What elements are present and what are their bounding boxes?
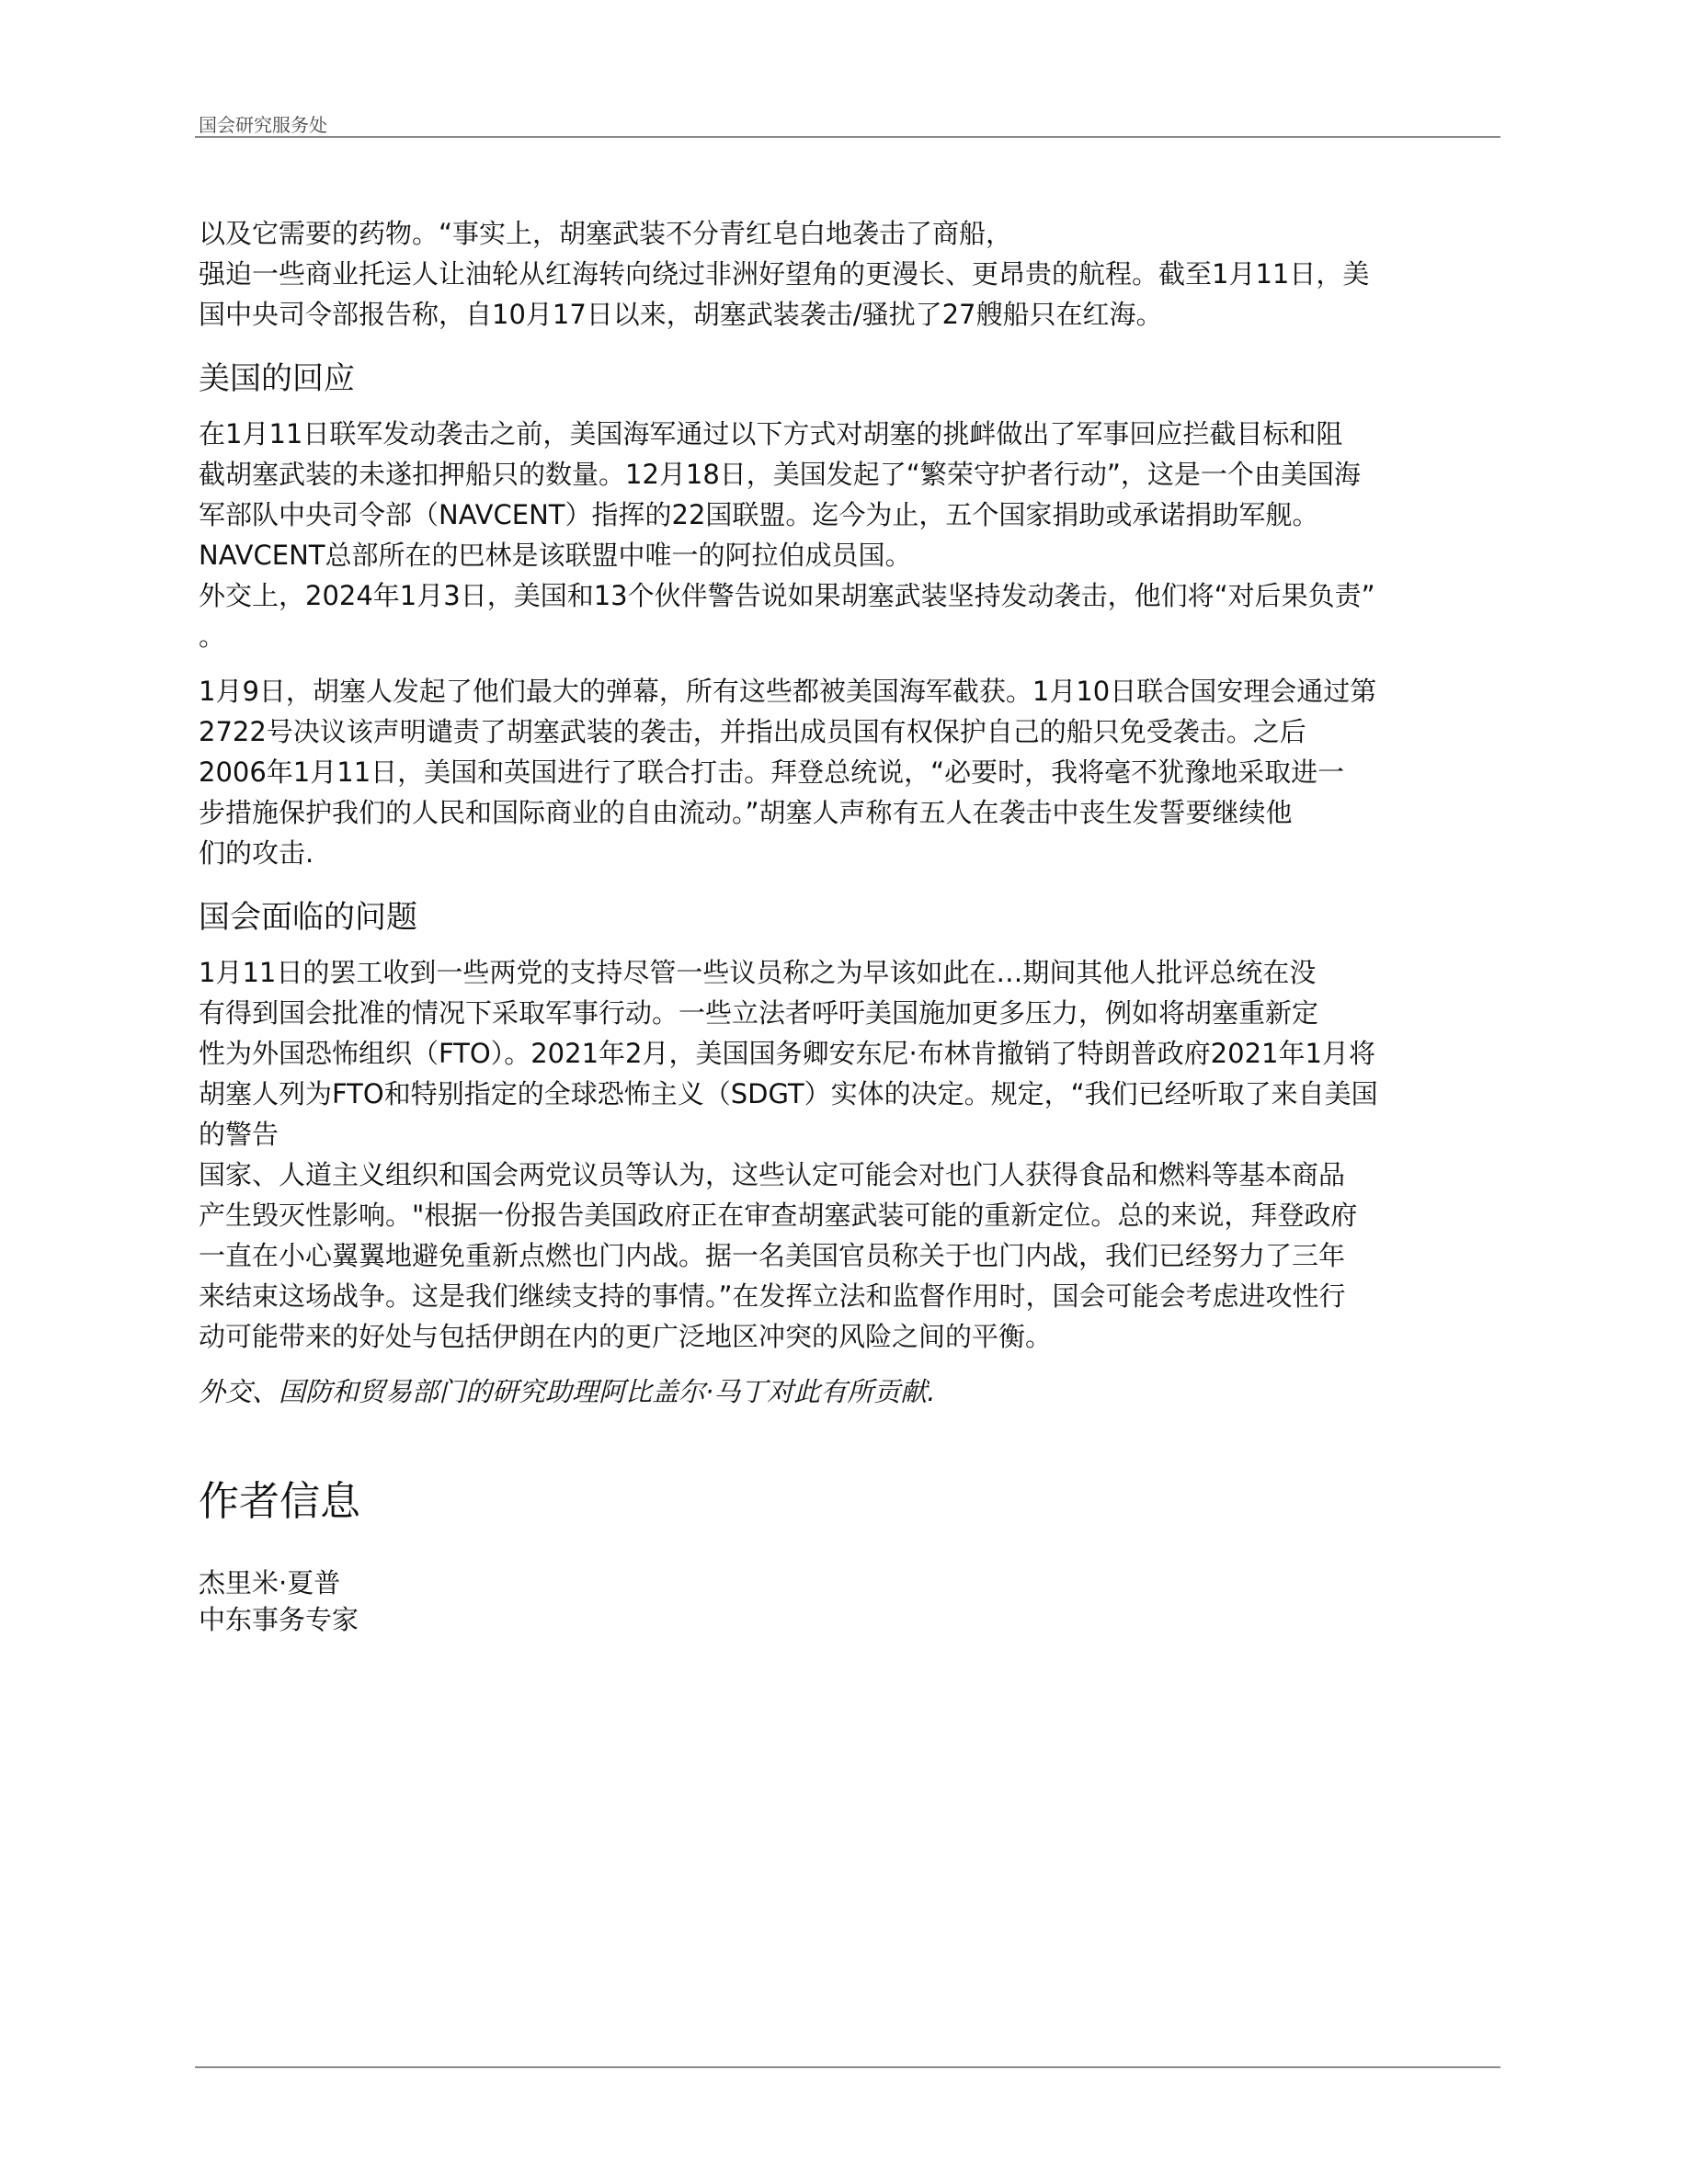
text-line: 动可能带来的好处与包括伊朗在内的更广泛地区冲突的风险之间的平衡。 [199,1321,1053,1352]
header-divider [195,136,1500,138]
us-response-paragraph-2 [199,671,1495,873]
text-line: 1月11日的罢工收到一些两党的支持尽管一些议员称之为早该如此在…期间其他人批评总统在没 [199,957,1317,988]
author-name: 杰里米·夏普 [199,1567,341,1598]
text-line: 强迫一些商业托运人让油轮从红海转向绕过非洲好望角的更漫长、更昂贵的航程。截至1月11日，美 [199,258,1370,290]
text-line: 在1月11日联军发动袭击之前，美国海军通过以下方式对胡塞的挑衅做出了军事回应拦截目标和阻 [199,418,1343,449]
text-line: 来结束这场战争。这是我们继续支持的事情。”在发挥立法和监督作用时，国会可能会考虑进攻性行 [199,1280,1346,1312]
text-line: 有得到国会批准的情况下采取军事行动。一些立法者呼吁美国施加更多压力，例如将胡塞重新定 [199,997,1319,1029]
section-heading-us-response: 美国的回应 [199,360,355,397]
text-line: 截胡塞武装的未遂扣押船只的数量。12月18日，美国发起了“繁荣守护者行动”，这是一个由美国海 [199,459,1361,490]
contribution-credit: 外交、国防和贸易部门的研究助理阿比盖尔·马丁对此有所贡献. [199,1376,936,1407]
text-line: 产生毁灭性影响。"根据一份报告美国政府正在审查胡塞武装可能的重新定位。总的来说，拜登政府 [199,1200,1358,1231]
text-line: 以及它需要的药物。“事实上，胡塞武装不分青红皂白地袭击了商船， [199,218,1013,249]
text-line: 国中央司令部报告称，自10月17日以来，胡塞武装袭击/骚扰了27艘船只在红海。 [199,299,1163,330]
author-role: 中东事务专家 [199,1604,359,1635]
congress-issues-paragraph [199,952,1495,1357]
section-heading-congress-issues: 国会面临的问题 [199,899,417,936]
text-line: 们的攻击. [199,837,314,869]
text-line: 军部队中央司令部（NAVCENT）指挥的22国联盟。迄今为止，五个国家捐助或承诺捐助军舰。 [199,499,1319,530]
author-block [199,1564,1495,1638]
us-response-paragraph-1 [199,414,1495,656]
text-line: 1月9日，胡塞人发起了他们最大的弹幕，所有这些都被美国海军截获。1月10日联合国安理会通过第 [199,676,1377,707]
footer-divider [195,2066,1500,2068]
paragraph-gap [199,656,1495,671]
text-line: 2006年1月11日，美国和英国进行了联合打击。拜登总统说，“必要时，我将毫不犹豫地采取进一 [199,756,1345,788]
page-header: 国会研究服务处 [199,114,327,136]
paragraph-gap [199,1357,1495,1371]
text-line: 。 [199,620,226,652]
text-line: 国家、人道主义组织和国会两党议员等认为，这些认定可能会对也门人获得食品和燃料等基本商品 [199,1159,1346,1190]
text-line: 的警告 [199,1119,279,1150]
text-line: 性为外国恐怖组织（FTO）。2021年2月，美国国务卿安东尼·布林肯撤销了特朗普政府2021年1月将 [199,1038,1375,1069]
text-line: 外交上，2024年1月3日，美国和13个伙伴警告说如果胡塞武装坚持发动袭击，他们将“对后果负责” [199,580,1375,611]
intro-paragraph [199,213,1495,335]
document-body [199,213,1495,1638]
text-line: 一直在小心翼翼地避免重新点燃也门内战。据一名美国官员称关于也门内战，我们已经努力了三年 [199,1240,1346,1271]
text-line: 胡塞人列为FTO和特别指定的全球恐怖主义（SDGT）实体的决定。规定，“我们已经听取了来自美国 [199,1078,1378,1109]
text-line: 2722号决议该声明谴责了胡塞武装的袭击，并指出成员国有权保护自己的船只免受袭击。之后 [199,716,1306,747]
text-line: NAVCENT总部所在的巴林是该联盟中唯一的阿拉伯成员国。 [199,540,912,571]
text-line: 步措施保护我们的人民和国际商业的自由流动。”胡塞人声称有五人在袭击中丧生发誓要继续他 [199,797,1293,828]
author-info-heading: 作者信息 [199,1478,360,1525]
